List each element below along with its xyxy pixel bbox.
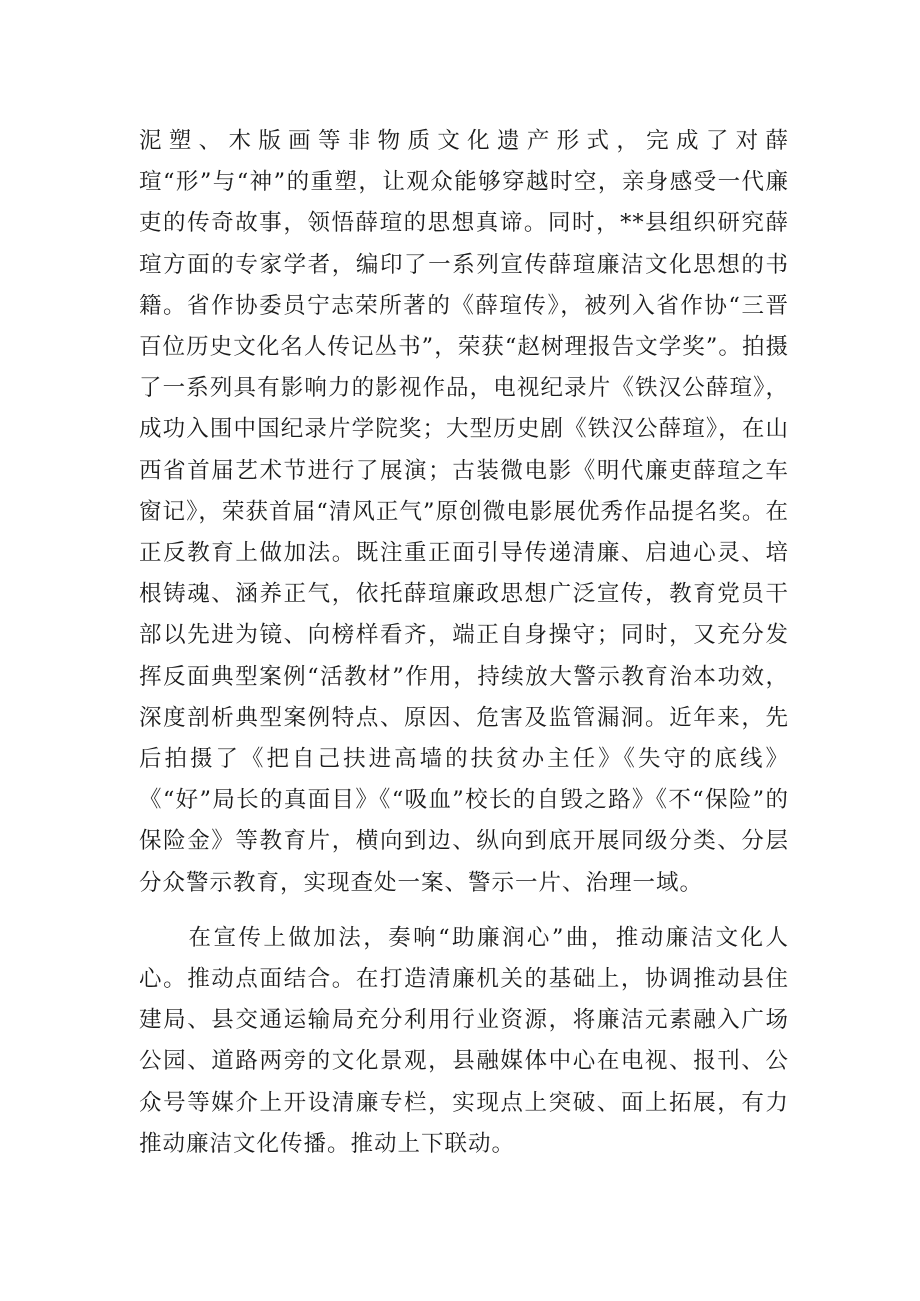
paragraph-continued: 泥塑、木版画等非物质文化遗产形式，完成了对薛瑄“形”与“神”的重塑，让观众能够穿越时空，亲身感受一代廉吏的传奇故事，领悟薛瑄的思想真谛。同时，**县组织研究薛瑄方面的专家学者，编印了一系列宣传薛瑄廉洁文化思想的书籍。省作协委员宁志荣所著的《薛瑄传》，被列入省作协“三晋百位历史文化名人传记丛书”，荣获“赵树理报告文学奖”。拍摄了一系列具有影响力的影视作品，电视纪录片《铁汉公薛瑄》，成功入围中国纪录片学院奖；大型历史剧《铁汉公薛瑄》，在山西省首届艺术节进行了展演；古装微电影《明代廉吏薛瑄之车窗记》，荣获首届“清风正气”原创微电影展优秀作品提名奖。在正反教育上做加法。既注重正面引导传递清廉、启迪心灵、培根铸魂、涵养正气，依托薛瑄廉政思想广泛宣传，教育党员干部以先进为镜、向榜样看齐，端正自身操守；同时，又充分发挥反面典型案例“活教材”作用，持续放大警示教育治本功效，深度剖析典型案例特点、原因、危害及监管漏洞。近年来，先后拍摄了《把自己扶进高墙的扶贫办主任》《失守的底线》《“好”局长的真面目》《“吸血”校长的自毁之路》《不“保险”的保险金》等教育片，横向到边、纵向到底开展同级分类、分层分众警示教育，实现查处一案、警示一片、治理一域。	[139, 128, 789, 896]
document-body	[139, 121, 789, 1165]
paragraph-publicity: 在宣传上做加法，奏响“助廉润心”曲，推动廉洁文化人心。推动点面结合。在打造清廉机关的基础上，协调推动县住建局、县交通运输局充分利用行业资源，将廉洁元素融入广场公园、道路两旁的文化景观，县融媒体中心在电视、报刊、公众号等媒介上开设清廉专栏，实现点上突破、面上拓展，有力推动廉洁文化传播。推动上下联动。	[139, 924, 789, 1157]
